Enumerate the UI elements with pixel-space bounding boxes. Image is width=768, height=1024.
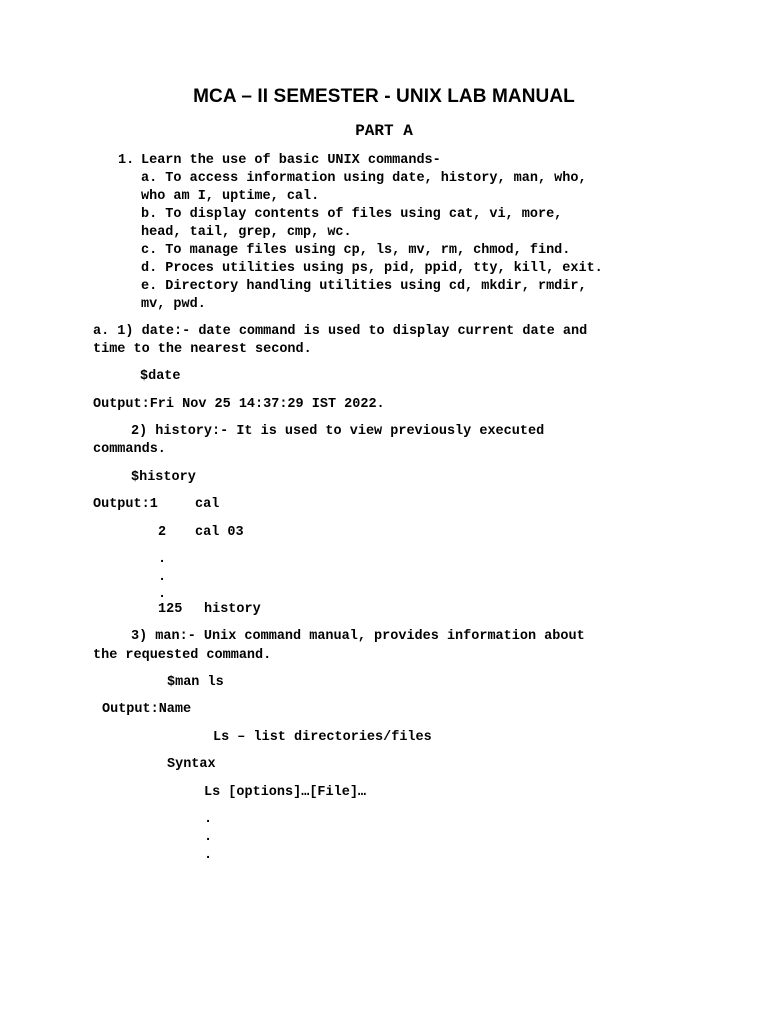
history-row-num: 125 xyxy=(158,602,183,617)
task-item-c: c. To manage files using cp, ls, mv, rm, chmod, find. xyxy=(141,243,571,258)
task-heading: Learn the use of basic UNIX commands- xyxy=(141,153,441,168)
task-item-d: d. Proces utilities using ps, pid, ppid, tty, kill, exit. xyxy=(141,261,603,276)
date-command: $date xyxy=(140,369,181,384)
man-description-cont: the requested command. xyxy=(93,648,272,663)
man-name-line: Ls – list directories/files xyxy=(213,730,432,745)
page-title: MCA – II SEMESTER - UNIX LAB MANUAL xyxy=(193,86,575,107)
ellipsis-dot: . xyxy=(158,570,167,585)
task-item-b-cont: head, tail, grep, cmp, wc. xyxy=(141,225,352,240)
task-item-b: b. To display contents of files using cat, vi, more, xyxy=(141,207,563,222)
history-description-cont: commands. xyxy=(93,442,166,457)
man-output-label: Output:Name xyxy=(102,702,192,717)
task-item-a-cont: who am I, uptime, cal. xyxy=(141,189,320,204)
history-output-label: Output:1 xyxy=(93,497,158,512)
history-row-cmd: history xyxy=(204,602,261,617)
history-row-cmd: cal xyxy=(195,497,220,512)
task-item-e: e. Directory handling utilities using cd, mkdir, rmdir, xyxy=(141,279,587,294)
history-description: 2) history:- It is used to view previously executed xyxy=(131,424,545,439)
history-command: $history xyxy=(131,470,196,485)
man-syntax-label: Syntax xyxy=(167,757,216,772)
history-row-cmd: cal 03 xyxy=(195,525,244,540)
task-number: 1. xyxy=(118,153,135,168)
history-row-num: 2 xyxy=(158,525,167,540)
part-heading: PART A xyxy=(355,122,413,140)
date-description: a. 1) date:- date command is used to display current date and xyxy=(93,324,588,339)
man-description: 3) man:- Unix command manual, provides information about xyxy=(131,629,585,644)
ellipsis-dot: . xyxy=(204,848,213,863)
task-item-a: a. To access information using date, history, man, who, xyxy=(141,171,587,186)
date-output: Output:Fri Nov 25 14:37:29 IST 2022. xyxy=(93,397,385,412)
ellipsis-dot: . xyxy=(158,552,167,567)
ellipsis-dot: . xyxy=(204,830,213,845)
ellipsis-dot: . xyxy=(158,587,167,602)
ellipsis-dot: . xyxy=(204,812,213,827)
man-syntax-line: Ls [options]…[File]… xyxy=(204,785,367,800)
task-item-e-cont: mv, pwd. xyxy=(141,297,206,312)
date-description-cont: time to the nearest second. xyxy=(93,342,312,357)
man-command: $man ls xyxy=(167,675,224,690)
